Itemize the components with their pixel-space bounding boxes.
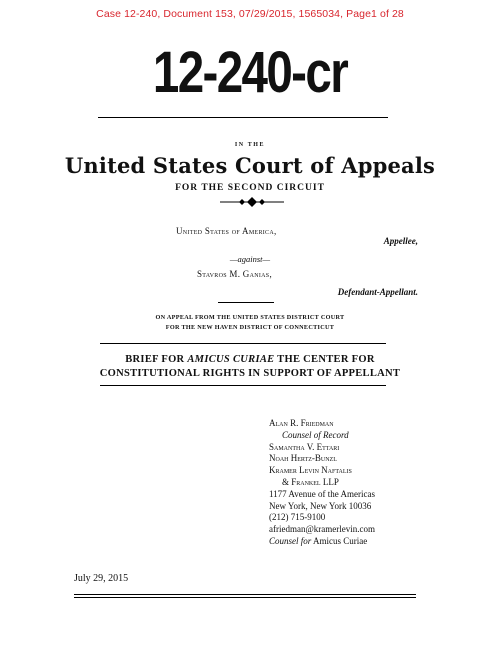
plaintiff-name: United States of America, xyxy=(176,226,277,236)
divider xyxy=(100,343,386,344)
appeal-line-2: FOR THE NEW HAVEN DISTRICT OF CONNECTICUT xyxy=(165,324,335,331)
amicus-curiae-label: Amicus Curiae xyxy=(311,535,368,546)
in-the-label: IN THE xyxy=(234,142,266,148)
brief-title-line-1 xyxy=(0,353,500,367)
defendant-role: Defendant-Appellant. xyxy=(337,287,418,297)
ornament-icon xyxy=(220,196,284,208)
appeal-from xyxy=(0,313,500,333)
amicus-curiae-text: AMICUS CURIAE xyxy=(187,354,275,365)
counsel-role-record: Counsel of Record xyxy=(282,429,349,440)
brief-suffix: THE CENTER FOR xyxy=(274,354,375,365)
brief-prefix: BRIEF FOR xyxy=(125,354,188,365)
phone-number: (212) 715-9100 xyxy=(269,512,326,523)
against-label: —against— xyxy=(229,254,271,264)
filing-date: July 29, 2015 xyxy=(74,573,129,584)
firm-name-line-2: & Frankel LLP xyxy=(282,476,339,487)
divider xyxy=(98,117,388,118)
counsel-role-footer xyxy=(269,536,375,548)
divider xyxy=(100,385,386,386)
email-address: afriedman@kramerlevin.com xyxy=(269,524,375,535)
defendant-name: Stavros M. Ganias, xyxy=(197,269,272,279)
brief-title xyxy=(0,353,500,381)
counsel-name-1: Alan R. Friedman xyxy=(269,418,334,428)
plaintiff-role: Appellee, xyxy=(383,236,418,246)
counsel-block xyxy=(269,418,375,548)
firm-name-line-1: Kramer Levin Naftalis xyxy=(269,465,352,476)
divider xyxy=(74,594,416,595)
counsel-name-3: Noah Hertz-Bunzl xyxy=(269,453,337,464)
address-line-1: 1177 Avenue of the Americas xyxy=(269,488,375,499)
address-line-2: New York, New York 10036 xyxy=(269,500,372,511)
brief-title-line-2: CONSTITUTIONAL RIGHTS IN SUPPORT OF APPELLANT xyxy=(99,368,401,379)
divider xyxy=(218,302,274,303)
circuit-name: FOR THE SECOND CIRCUIT xyxy=(175,183,325,193)
counsel-for-text: Counsel for xyxy=(269,535,312,546)
divider xyxy=(74,597,416,598)
filing-stamp: Case 12-240, Document 153, 07/29/2015, 1565034, Page1 of 28 xyxy=(96,8,404,20)
counsel-name-2: Samantha V. Ettari xyxy=(269,441,340,452)
docket-number: 12-240-cr xyxy=(152,40,348,105)
appeal-line-1: ON APPEAL FROM THE UNITED STATES DISTRICT COURT xyxy=(155,314,345,321)
court-name: United States Court of Appeals xyxy=(64,153,436,178)
